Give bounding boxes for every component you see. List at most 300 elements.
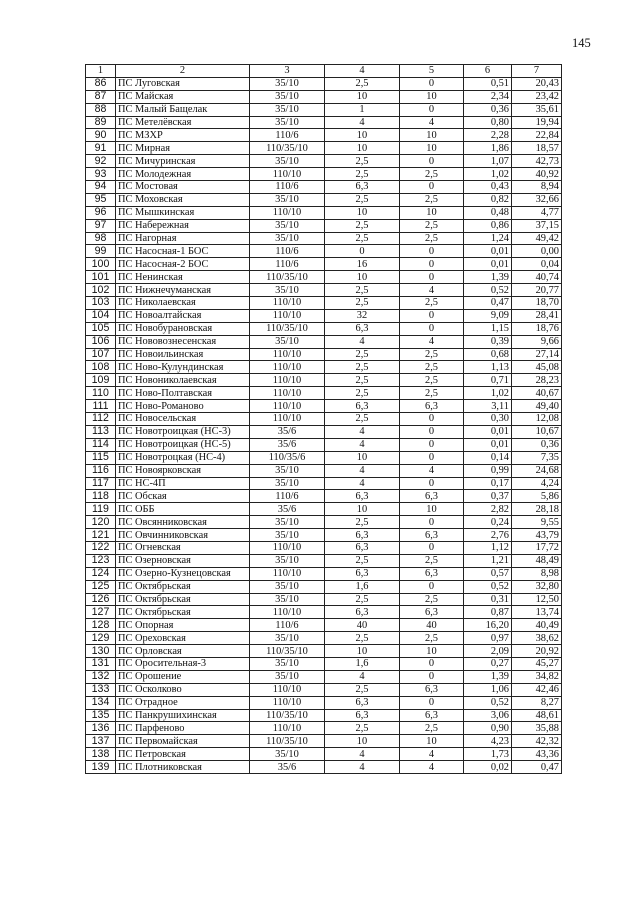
substation-name-cell: ПС Николаевская <box>116 297 250 310</box>
voltage-class-cell: 110/10 <box>250 541 325 554</box>
load-percent-cell: 32,66 <box>512 193 562 206</box>
voltage-class-cell: 110/10 <box>250 683 325 696</box>
load-value-cell: 3,11 <box>464 400 512 413</box>
transformer-1-capacity-cell: 2,5 <box>325 593 400 606</box>
substation-name-cell: ПС Малый Бащелак <box>116 103 250 116</box>
load-value-cell: 2,76 <box>464 529 512 542</box>
voltage-class-cell: 110/10 <box>250 606 325 619</box>
row-number-cell: 110 <box>86 387 116 400</box>
load-percent-cell: 42,73 <box>512 155 562 168</box>
voltage-class-cell: 35/6 <box>250 503 325 516</box>
substation-name-cell: ПС Новоильинская <box>116 348 250 361</box>
transformer-1-capacity-cell: 2,5 <box>325 219 400 232</box>
table-row <box>86 374 562 387</box>
transformer-2-capacity-cell: 2,5 <box>400 632 464 645</box>
transformer-1-capacity-cell: 6,3 <box>325 181 400 194</box>
transformer-1-capacity-cell: 6,3 <box>325 567 400 580</box>
row-number-cell: 126 <box>86 593 116 606</box>
table-row <box>86 309 562 322</box>
load-value-cell: 1,39 <box>464 670 512 683</box>
transformer-1-capacity-cell: 6,3 <box>325 529 400 542</box>
substation-name-cell: ПС НС-4П <box>116 477 250 490</box>
row-number-cell: 102 <box>86 284 116 297</box>
substation-name-cell: ПС Нововознесенская <box>116 335 250 348</box>
substation-name-cell: ПС Ненинская <box>116 271 250 284</box>
voltage-class-cell: 110/6 <box>250 619 325 632</box>
table-row <box>86 219 562 232</box>
voltage-class-cell: 35/10 <box>250 335 325 348</box>
load-percent-cell: 7,35 <box>512 451 562 464</box>
voltage-class-cell: 35/6 <box>250 761 325 774</box>
transformer-2-capacity-cell: 0 <box>400 477 464 490</box>
transformer-2-capacity-cell: 10 <box>400 142 464 155</box>
load-value-cell: 1,13 <box>464 361 512 374</box>
row-number-cell: 97 <box>86 219 116 232</box>
transformer-2-capacity-cell: 6,3 <box>400 567 464 580</box>
transformer-2-capacity-cell: 10 <box>400 503 464 516</box>
voltage-class-cell: 35/10 <box>250 657 325 670</box>
substation-name-cell: ПС Новоярковская <box>116 464 250 477</box>
voltage-class-cell: 110/35/10 <box>250 709 325 722</box>
load-value-cell: 1,21 <box>464 554 512 567</box>
voltage-class-cell: 35/10 <box>250 593 325 606</box>
substation-name-cell: ПС Нагорная <box>116 232 250 245</box>
substation-name-cell: ПС Оросительная-3 <box>116 657 250 670</box>
table-row <box>86 735 562 748</box>
substation-name-cell: ПС Новотроицкая (НС-5) <box>116 438 250 451</box>
load-percent-cell: 49,40 <box>512 400 562 413</box>
transformer-2-capacity-cell: 0 <box>400 181 464 194</box>
row-number-cell: 91 <box>86 142 116 155</box>
load-value-cell: 1,24 <box>464 232 512 245</box>
transformer-1-capacity-cell: 32 <box>325 309 400 322</box>
transformer-2-capacity-cell: 4 <box>400 284 464 297</box>
transformer-1-capacity-cell: 2,5 <box>325 155 400 168</box>
row-number-cell: 118 <box>86 490 116 503</box>
load-value-cell: 16,20 <box>464 619 512 632</box>
voltage-class-cell: 110/10 <box>250 387 325 400</box>
load-value-cell: 0,80 <box>464 116 512 129</box>
table-row <box>86 142 562 155</box>
substation-name-cell: ПС Орошение <box>116 670 250 683</box>
transformer-2-capacity-cell: 0 <box>400 77 464 90</box>
voltage-class-cell: 35/10 <box>250 477 325 490</box>
table-row <box>86 683 562 696</box>
voltage-class-cell: 35/10 <box>250 748 325 761</box>
transformer-2-capacity-cell: 0 <box>400 413 464 426</box>
voltage-class-cell: 35/10 <box>250 77 325 90</box>
load-percent-cell: 38,62 <box>512 632 562 645</box>
load-value-cell: 1,86 <box>464 142 512 155</box>
transformer-2-capacity-cell: 0 <box>400 580 464 593</box>
substation-name-cell: ПС Новотроицкая (НС-3) <box>116 425 250 438</box>
row-number-cell: 133 <box>86 683 116 696</box>
load-percent-cell: 35,88 <box>512 722 562 735</box>
load-percent-cell: 22,84 <box>512 129 562 142</box>
column-header: 3 <box>250 65 325 78</box>
row-number-cell: 134 <box>86 696 116 709</box>
substation-name-cell: ПС Новобурановская <box>116 322 250 335</box>
load-value-cell: 0,47 <box>464 297 512 310</box>
voltage-class-cell: 110/6 <box>250 129 325 142</box>
voltage-class-cell: 110/6 <box>250 181 325 194</box>
transformer-2-capacity-cell: 10 <box>400 129 464 142</box>
transformer-1-capacity-cell: 40 <box>325 619 400 632</box>
table-row <box>86 503 562 516</box>
transformer-2-capacity-cell: 4 <box>400 464 464 477</box>
load-value-cell: 0,86 <box>464 219 512 232</box>
substation-name-cell: ПС Молодежная <box>116 168 250 181</box>
voltage-class-cell: 110/10 <box>250 696 325 709</box>
transformer-2-capacity-cell: 10 <box>400 735 464 748</box>
transformer-2-capacity-cell: 2,5 <box>400 361 464 374</box>
voltage-class-cell: 110/10 <box>250 567 325 580</box>
transformer-1-capacity-cell: 6,3 <box>325 696 400 709</box>
row-number-cell: 90 <box>86 129 116 142</box>
load-percent-cell: 20,43 <box>512 77 562 90</box>
load-value-cell: 0,39 <box>464 335 512 348</box>
column-header: 4 <box>325 65 400 78</box>
row-number-cell: 122 <box>86 541 116 554</box>
substation-name-cell: ПС Первомайская <box>116 735 250 748</box>
table-row <box>86 361 562 374</box>
load-percent-cell: 42,32 <box>512 735 562 748</box>
transformer-2-capacity-cell: 10 <box>400 645 464 658</box>
transformer-2-capacity-cell: 2,5 <box>400 193 464 206</box>
row-number-cell: 87 <box>86 90 116 103</box>
voltage-class-cell: 35/10 <box>250 529 325 542</box>
row-number-cell: 123 <box>86 554 116 567</box>
load-percent-cell: 42,46 <box>512 683 562 696</box>
load-value-cell: 0,52 <box>464 696 512 709</box>
load-percent-cell: 10,67 <box>512 425 562 438</box>
load-percent-cell: 28,18 <box>512 503 562 516</box>
transformer-1-capacity-cell: 10 <box>325 90 400 103</box>
table-row <box>86 541 562 554</box>
row-number-cell: 139 <box>86 761 116 774</box>
load-percent-cell: 45,27 <box>512 657 562 670</box>
load-percent-cell: 40,67 <box>512 387 562 400</box>
load-value-cell: 1,73 <box>464 748 512 761</box>
transformer-1-capacity-cell: 10 <box>325 503 400 516</box>
transformer-1-capacity-cell: 2,5 <box>325 722 400 735</box>
voltage-class-cell: 110/10 <box>250 348 325 361</box>
transformer-1-capacity-cell: 2,5 <box>325 193 400 206</box>
row-number-cell: 88 <box>86 103 116 116</box>
load-value-cell: 1,15 <box>464 322 512 335</box>
transformer-1-capacity-cell: 6,3 <box>325 606 400 619</box>
table-row <box>86 516 562 529</box>
row-number-cell: 109 <box>86 374 116 387</box>
table-row <box>86 400 562 413</box>
transformer-2-capacity-cell: 0 <box>400 541 464 554</box>
load-percent-cell: 45,08 <box>512 361 562 374</box>
table-row <box>86 464 562 477</box>
transformer-2-capacity-cell: 6,3 <box>400 709 464 722</box>
row-number-cell: 113 <box>86 425 116 438</box>
transformer-2-capacity-cell: 0 <box>400 451 464 464</box>
row-number-cell: 121 <box>86 529 116 542</box>
load-percent-cell: 0,36 <box>512 438 562 451</box>
transformer-1-capacity-cell: 2,5 <box>325 387 400 400</box>
row-number-cell: 127 <box>86 606 116 619</box>
substation-name-cell: ПС Новотроцкая (НС-4) <box>116 451 250 464</box>
load-value-cell: 0,01 <box>464 258 512 271</box>
transformer-1-capacity-cell: 4 <box>325 748 400 761</box>
transformer-1-capacity-cell: 4 <box>325 438 400 451</box>
load-percent-cell: 43,79 <box>512 529 562 542</box>
table-row <box>86 103 562 116</box>
table-row <box>86 245 562 258</box>
transformer-2-capacity-cell: 4 <box>400 761 464 774</box>
load-value-cell: 0,14 <box>464 451 512 464</box>
transformer-1-capacity-cell: 4 <box>325 335 400 348</box>
load-value-cell: 4,23 <box>464 735 512 748</box>
load-value-cell: 0,87 <box>464 606 512 619</box>
table-row <box>86 387 562 400</box>
transformer-2-capacity-cell: 0 <box>400 258 464 271</box>
table-row <box>86 580 562 593</box>
table-row <box>86 696 562 709</box>
row-number-cell: 101 <box>86 271 116 284</box>
load-percent-cell: 20,77 <box>512 284 562 297</box>
substation-name-cell: ПС Моховская <box>116 193 250 206</box>
load-percent-cell: 18,70 <box>512 297 562 310</box>
table-row <box>86 168 562 181</box>
transformer-2-capacity-cell: 2,5 <box>400 219 464 232</box>
voltage-class-cell: 35/10 <box>250 632 325 645</box>
load-percent-cell: 0,04 <box>512 258 562 271</box>
transformer-1-capacity-cell: 10 <box>325 142 400 155</box>
load-percent-cell: 13,74 <box>512 606 562 619</box>
voltage-class-cell: 110/35/10 <box>250 271 325 284</box>
transformer-1-capacity-cell: 2,5 <box>325 683 400 696</box>
substation-name-cell: ПС Парфеново <box>116 722 250 735</box>
substation-name-cell: ПС Насосная-2 БОС <box>116 258 250 271</box>
table-row <box>86 90 562 103</box>
substation-name-cell: ПС Насосная-1 БОС <box>116 245 250 258</box>
substation-name-cell: ПС Опорная <box>116 619 250 632</box>
column-header: 1 <box>86 65 116 78</box>
voltage-class-cell: 35/6 <box>250 425 325 438</box>
load-value-cell: 0,01 <box>464 425 512 438</box>
substation-name-cell: ПС Ореховская <box>116 632 250 645</box>
transformer-1-capacity-cell: 10 <box>325 451 400 464</box>
load-value-cell: 2,34 <box>464 90 512 103</box>
table-row <box>86 709 562 722</box>
transformer-1-capacity-cell: 2,5 <box>325 413 400 426</box>
transformer-2-capacity-cell: 6,3 <box>400 490 464 503</box>
load-value-cell: 1,39 <box>464 271 512 284</box>
transformer-2-capacity-cell: 40 <box>400 619 464 632</box>
load-percent-cell: 23,42 <box>512 90 562 103</box>
column-header: 6 <box>464 65 512 78</box>
voltage-class-cell: 110/10 <box>250 722 325 735</box>
table-row <box>86 348 562 361</box>
load-percent-cell: 32,80 <box>512 580 562 593</box>
transformer-1-capacity-cell: 2,5 <box>325 554 400 567</box>
load-value-cell: 0,02 <box>464 761 512 774</box>
table-row <box>86 554 562 567</box>
voltage-class-cell: 35/10 <box>250 103 325 116</box>
load-value-cell: 2,82 <box>464 503 512 516</box>
transformer-2-capacity-cell: 2,5 <box>400 168 464 181</box>
load-percent-cell: 48,49 <box>512 554 562 567</box>
transformer-2-capacity-cell: 10 <box>400 90 464 103</box>
load-value-cell: 0,01 <box>464 438 512 451</box>
table-row <box>86 206 562 219</box>
row-number-cell: 119 <box>86 503 116 516</box>
table-row <box>86 425 562 438</box>
load-percent-cell: 20,92 <box>512 645 562 658</box>
load-percent-cell: 18,57 <box>512 142 562 155</box>
load-value-cell: 1,06 <box>464 683 512 696</box>
voltage-class-cell: 110/6 <box>250 245 325 258</box>
row-number-cell: 98 <box>86 232 116 245</box>
substation-name-cell: ПС Мичуринская <box>116 155 250 168</box>
voltage-class-cell: 110/10 <box>250 309 325 322</box>
substation-name-cell: ПС Набережная <box>116 219 250 232</box>
voltage-class-cell: 110/35/10 <box>250 142 325 155</box>
row-number-cell: 138 <box>86 748 116 761</box>
table-row <box>86 567 562 580</box>
table-row <box>86 413 562 426</box>
row-number-cell: 100 <box>86 258 116 271</box>
load-value-cell: 0,52 <box>464 284 512 297</box>
voltage-class-cell: 35/10 <box>250 554 325 567</box>
voltage-class-cell: 110/10 <box>250 400 325 413</box>
load-percent-cell: 4,24 <box>512 477 562 490</box>
substation-name-cell: ПС Метелёвская <box>116 116 250 129</box>
voltage-class-cell: 35/10 <box>250 193 325 206</box>
page-number: 145 <box>572 36 591 50</box>
transformer-2-capacity-cell: 2,5 <box>400 593 464 606</box>
row-number-cell: 131 <box>86 657 116 670</box>
table-row <box>86 722 562 735</box>
row-number-cell: 103 <box>86 297 116 310</box>
voltage-class-cell: 110/10 <box>250 413 325 426</box>
table-row <box>86 657 562 670</box>
voltage-class-cell: 110/35/10 <box>250 645 325 658</box>
transformer-1-capacity-cell: 6,3 <box>325 490 400 503</box>
substation-name-cell: ПС Ново-Кулундинская <box>116 361 250 374</box>
row-number-cell: 132 <box>86 670 116 683</box>
transformer-2-capacity-cell: 0 <box>400 670 464 683</box>
substation-table <box>85 64 562 774</box>
table-row <box>86 670 562 683</box>
load-value-cell: 3,06 <box>464 709 512 722</box>
load-percent-cell: 5,86 <box>512 490 562 503</box>
table-row <box>86 284 562 297</box>
table-row <box>86 181 562 194</box>
substation-name-cell: ПС Петровская <box>116 748 250 761</box>
transformer-1-capacity-cell: 10 <box>325 735 400 748</box>
transformer-2-capacity-cell: 0 <box>400 438 464 451</box>
column-header: 2 <box>116 65 250 78</box>
substation-name-cell: ПС Ново-Полтавская <box>116 387 250 400</box>
row-number-cell: 116 <box>86 464 116 477</box>
load-value-cell: 1,02 <box>464 168 512 181</box>
substation-name-cell: ПС Огневская <box>116 541 250 554</box>
column-header: 5 <box>400 65 464 78</box>
load-value-cell: 0,68 <box>464 348 512 361</box>
load-percent-cell: 0,47 <box>512 761 562 774</box>
substation-name-cell: ПС Новоалтайская <box>116 309 250 322</box>
load-percent-cell: 49,42 <box>512 232 562 245</box>
load-value-cell: 0,90 <box>464 722 512 735</box>
table-body <box>86 77 562 773</box>
table-row <box>86 155 562 168</box>
substation-name-cell: ПС Овчинниковская <box>116 529 250 542</box>
load-value-cell: 0,01 <box>464 245 512 258</box>
substation-name-cell: ПС Октябрьская <box>116 593 250 606</box>
load-value-cell: 0,82 <box>464 193 512 206</box>
load-percent-cell: 43,36 <box>512 748 562 761</box>
substation-name-cell: ПС Озерновская <box>116 554 250 567</box>
transformer-1-capacity-cell: 10 <box>325 645 400 658</box>
row-number-cell: 99 <box>86 245 116 258</box>
table-row <box>86 77 562 90</box>
voltage-class-cell: 35/10 <box>250 670 325 683</box>
load-percent-cell: 40,49 <box>512 619 562 632</box>
voltage-class-cell: 35/10 <box>250 580 325 593</box>
voltage-class-cell: 35/10 <box>250 116 325 129</box>
substation-name-cell: ПС Ново-Романово <box>116 400 250 413</box>
transformer-2-capacity-cell: 0 <box>400 322 464 335</box>
substation-name-cell: ПС Октябрьская <box>116 580 250 593</box>
voltage-class-cell: 35/10 <box>250 284 325 297</box>
transformer-2-capacity-cell: 0 <box>400 696 464 709</box>
load-percent-cell: 34,82 <box>512 670 562 683</box>
table-row <box>86 297 562 310</box>
load-value-cell: 1,07 <box>464 155 512 168</box>
transformer-2-capacity-cell: 2,5 <box>400 554 464 567</box>
row-number-cell: 120 <box>86 516 116 529</box>
load-value-cell: 9,09 <box>464 309 512 322</box>
transformer-1-capacity-cell: 2,5 <box>325 284 400 297</box>
row-number-cell: 114 <box>86 438 116 451</box>
transformer-1-capacity-cell: 1,6 <box>325 657 400 670</box>
row-number-cell: 111 <box>86 400 116 413</box>
row-number-cell: 108 <box>86 361 116 374</box>
transformer-1-capacity-cell: 10 <box>325 129 400 142</box>
row-number-cell: 89 <box>86 116 116 129</box>
load-value-cell: 0,31 <box>464 593 512 606</box>
load-percent-cell: 24,68 <box>512 464 562 477</box>
substation-name-cell: ПС Нижнечуманская <box>116 284 250 297</box>
transformer-1-capacity-cell: 16 <box>325 258 400 271</box>
row-number-cell: 92 <box>86 155 116 168</box>
transformer-2-capacity-cell: 4 <box>400 335 464 348</box>
transformer-1-capacity-cell: 4 <box>325 425 400 438</box>
load-percent-cell: 0,00 <box>512 245 562 258</box>
table-row <box>86 619 562 632</box>
load-percent-cell: 9,66 <box>512 335 562 348</box>
substation-name-cell: ПС Новосельская <box>116 413 250 426</box>
load-percent-cell: 12,08 <box>512 413 562 426</box>
voltage-class-cell: 110/35/6 <box>250 451 325 464</box>
transformer-1-capacity-cell: 6,3 <box>325 322 400 335</box>
transformer-2-capacity-cell: 0 <box>400 425 464 438</box>
load-percent-cell: 27,14 <box>512 348 562 361</box>
substation-name-cell: ПС Озерно-Кузнецовская <box>116 567 250 580</box>
substation-name-cell: ПС Мышкинская <box>116 206 250 219</box>
transformer-1-capacity-cell: 6,3 <box>325 709 400 722</box>
transformer-2-capacity-cell: 0 <box>400 271 464 284</box>
transformer-2-capacity-cell: 6,3 <box>400 400 464 413</box>
voltage-class-cell: 35/10 <box>250 219 325 232</box>
load-value-cell: 0,27 <box>464 657 512 670</box>
